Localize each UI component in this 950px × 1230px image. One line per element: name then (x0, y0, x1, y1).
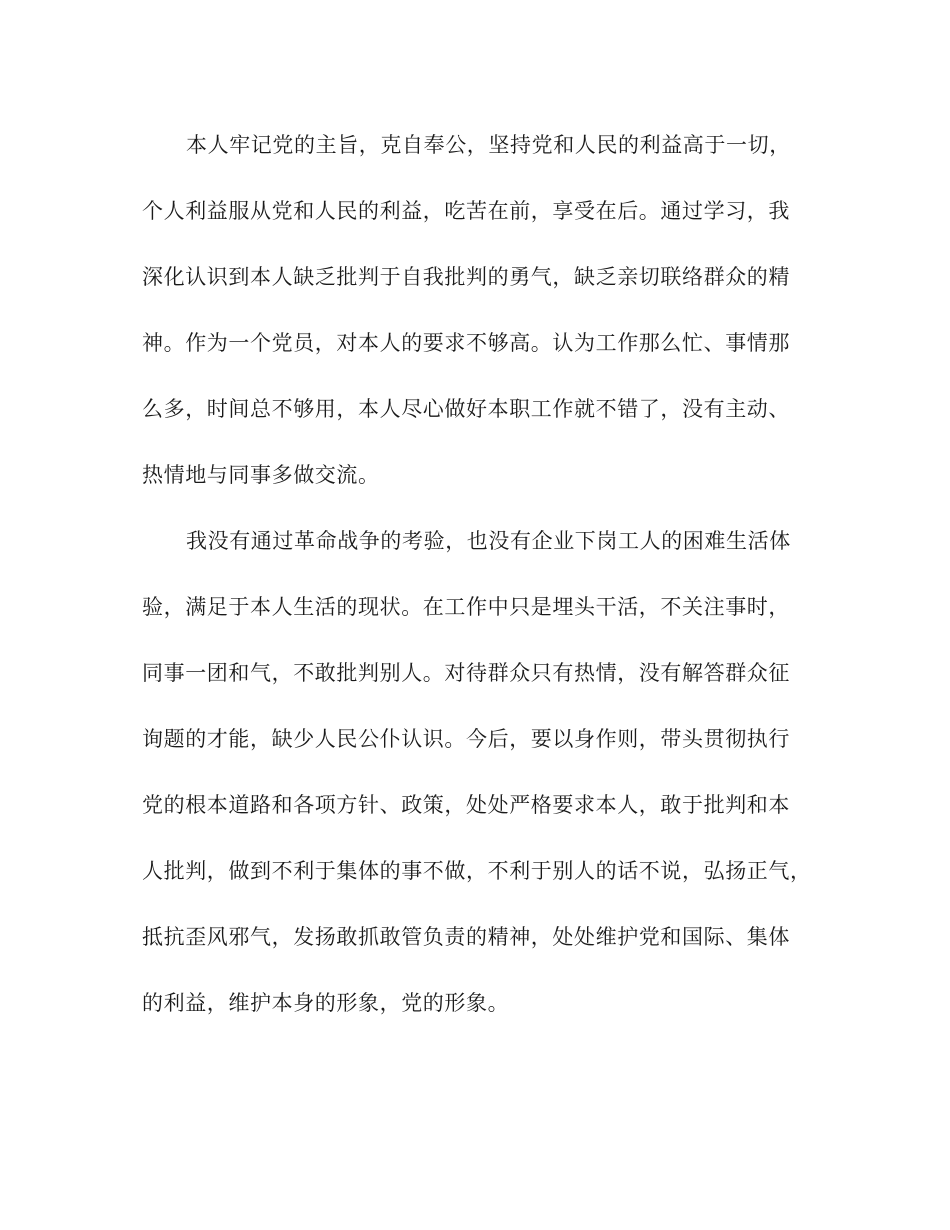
text-line: 神。作为一个党员，对本人的要求不够高。认为工作那么忙、事情那 (142, 331, 790, 355)
text-line: 个人利益服从党和人民的利益，吃苦在前，享受在后。通过学习，我 (142, 199, 790, 223)
text-line: 热情地与同事多做交流。 (142, 463, 380, 487)
text-line: 验，满足于本人生活的现状。在工作中只是埋头干活，不关注事时， (142, 595, 790, 619)
text-line: 的利益，维护本身的形象，党的形象。 (142, 991, 510, 1015)
text-line: 人批判，做到不利于集体的事不做，不利于别人的话不说，弘扬正气， (142, 859, 812, 883)
text-line: 我没有通过革命战争的考验，也没有企业下岗工人的困难生活体 (186, 529, 791, 553)
paragraph-2 (142, 516, 812, 1044)
paragraph-1 (142, 120, 804, 516)
text-line: 询题的才能，缺少人民公仆认识。今后，要以身作则，带头贯彻执行 (142, 727, 790, 751)
text-line: 抵抗歪风邪气，发扬敢抓敢管负责的精神，处处维护党和国际、集体 (142, 925, 790, 949)
text-line: 党的根本道路和各项方针、政策，处处严格要求本人，敢于批判和本 (142, 793, 790, 817)
document-body (142, 120, 812, 1044)
text-line: 同事一团和气，不敢批判别人。对待群众只有热情，没有解答群众征 (142, 661, 790, 685)
text-line: 么多，时间总不够用，本人尽心做好本职工作就不错了，没有主动、 (142, 397, 790, 421)
text-line: 深化认识到本人缺乏批判于自我批判的勇气，缺乏亲切联络群众的精 (142, 265, 790, 289)
text-line: 本人牢记党的主旨，克自奉公，坚持党和人民的利益高于一切， (186, 133, 791, 157)
